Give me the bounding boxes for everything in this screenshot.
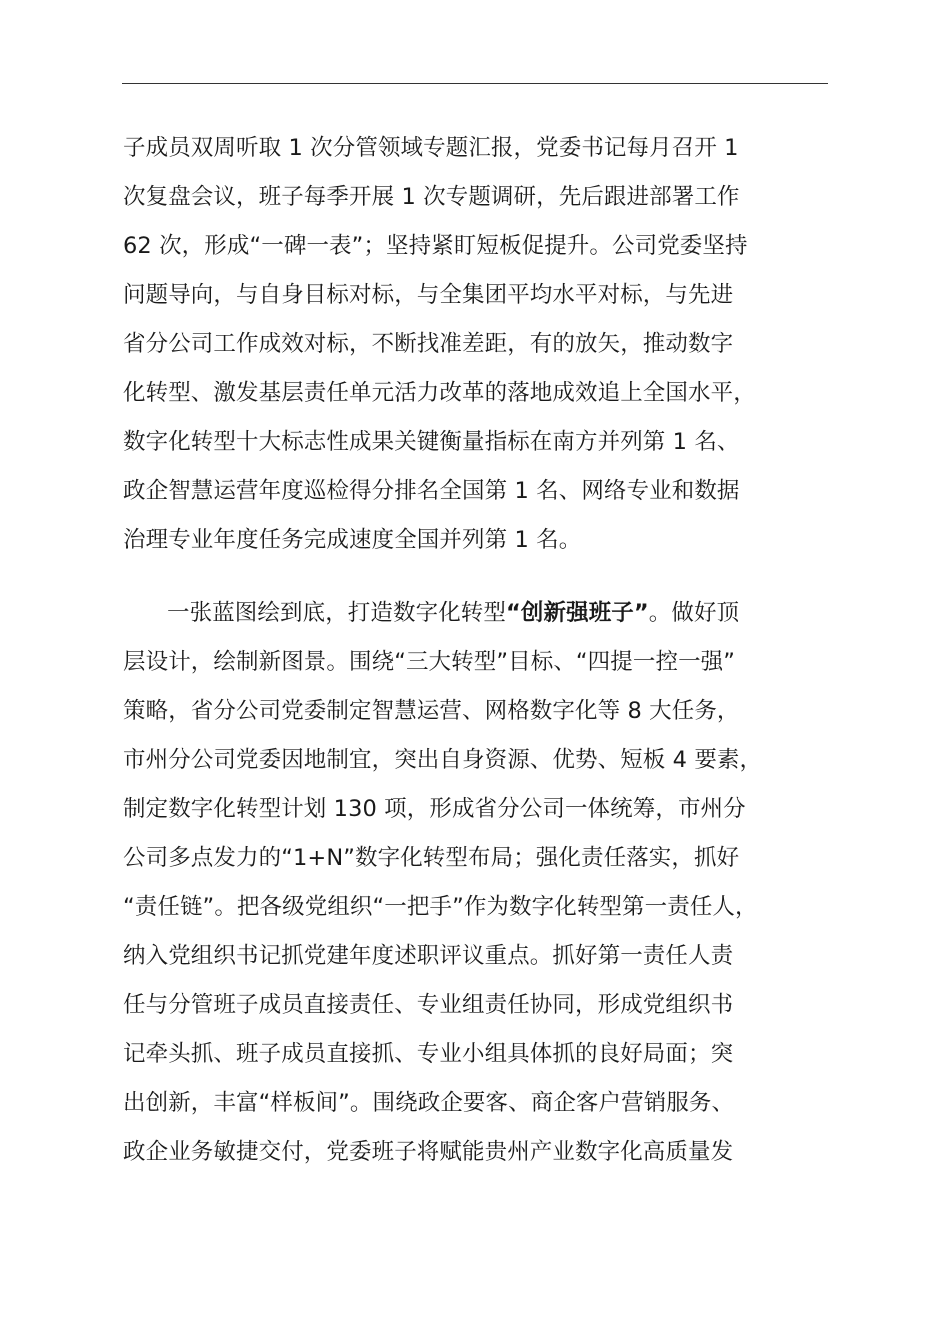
paragraph-line: 任与分管班子成员直接责任、专业组责任协同，形成党组织书 [123,992,734,1018]
paragraph-line: 策略，省分公司党委制定智慧运营、网格数字化等 8 大任务， [123,698,740,724]
paragraph-line: 纳入党组织书记抓党建年度述职评议重点。抓好第一责任人责 [123,943,734,969]
paragraph-line: 次复盘会议，班子每季开展 1 次专题调研，先后跟进部署工作 [123,184,740,210]
paragraph-line: “责任链”。把各级党组织“一把手”作为数字化转型第一责任人， [123,894,758,920]
paragraph-line: 制定数字化转型计划 130 项，形成省分公司一体统筹，市州分 [123,796,746,822]
paragraph-1 [123,124,843,565]
paragraph-line: 出创新，丰富“样板间”。围绕政企要客、商企客户营销服务、 [123,1090,735,1116]
first-line-tail-text: 。做好顶 [648,600,740,626]
paragraph-line: 数字化转型十大标志性成果关键衡量指标在南方并列第 1 名、 [123,429,740,455]
paragraph-line: 政企业务敏捷交付，党委班子将赋能贵州产业数字化高质量发 [123,1139,734,1165]
paragraph-line: 政企智慧运营年度巡检得分排名全国第 1 名、网络专业和数据 [123,478,740,504]
paragraph-line: 省分公司工作成效对标，不断找准差距，有的放矢，推动数字 [123,331,734,357]
paragraph-line: 问题导向，与自身目标对标，与全集团平均水平对标，与先进 [123,282,734,308]
paragraph-line: 层设计，绘制新图景。围绕“三大转型”目标、“四提一控一强” [123,649,736,675]
paragraph-first-line [123,589,843,638]
paragraph-line: 化转型、激发基层责任单元活力改革的落地成效追上全国水平， [123,380,756,406]
header-rule [122,83,828,84]
bold-heading-phrase: “创新强班子” [506,600,649,626]
paragraph-line: 62 次，形成“一碑一表”；坚持紧盯短板促提升。公司党委坚持 [123,233,748,259]
paragraph-line: 记牵头抓、班子成员直接抓、专业小组具体抓的良好局面；突 [123,1041,734,1067]
paragraph-line: 公司多点发力的“1+N”数字化转型布局；强化责任落实，抓好 [123,845,740,871]
paragraph-line: 子成员双周听取 1 次分管领域专题汇报，党委书记每月召开 1 [123,135,739,161]
paragraph-line: 市州分公司党委因地制宜，突出自身资源、优势、短板 4 要素， [123,747,763,773]
first-line-lead-text: 一张蓝图绘到底，打造数字化转型 [167,600,507,626]
paragraph-line: 治理专业年度任务完成速度全国并列第 1 名。 [123,527,582,553]
paragraph-2 [123,589,843,1177]
